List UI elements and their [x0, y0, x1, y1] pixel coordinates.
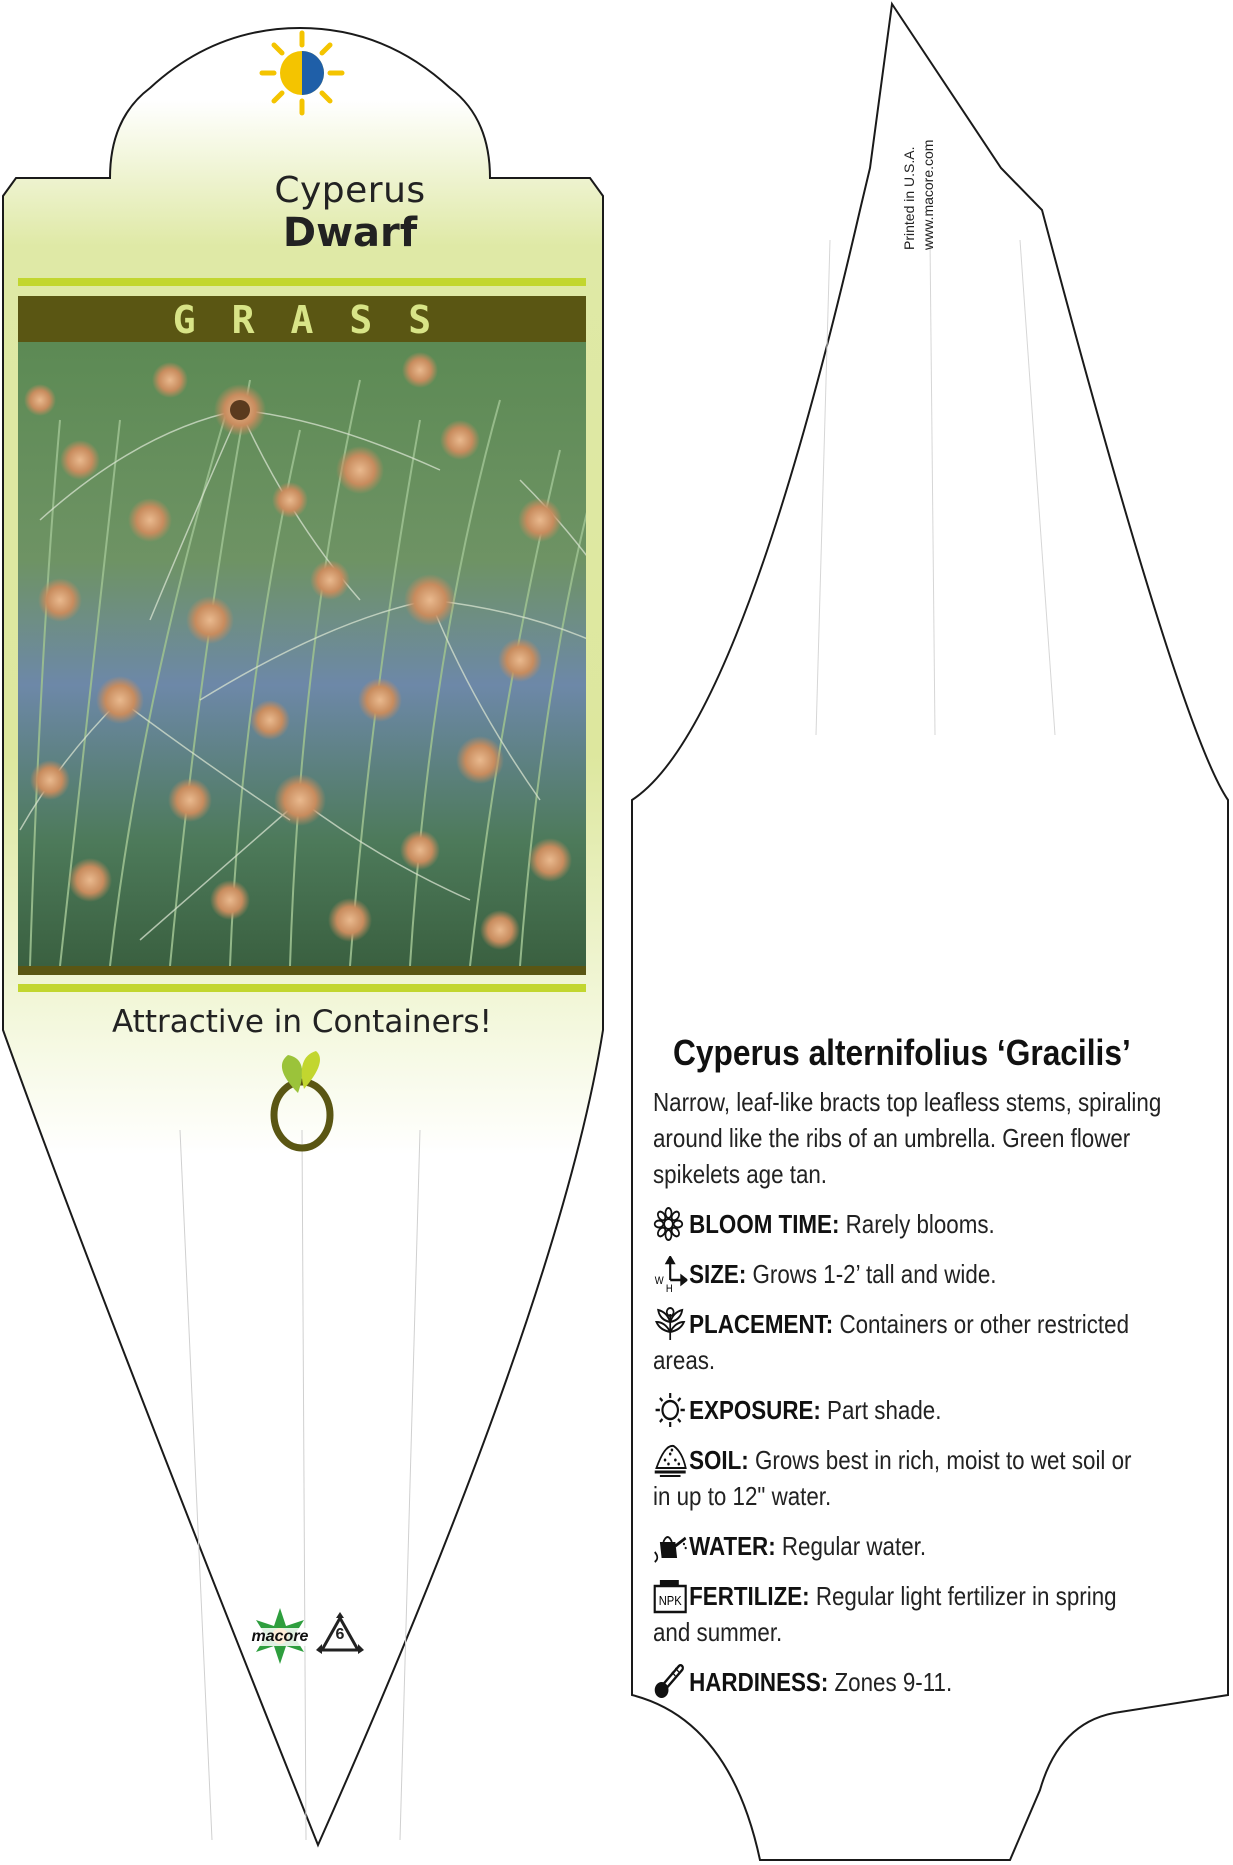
- grass-photo: [18, 342, 590, 966]
- attribute-value: Part shade.: [827, 1395, 942, 1425]
- plant-description: Narrow, leaf-like bracts top leafless stems, spiraling around like the ribs of an umbrella. Green flower spikelets age tan.: [653, 1087, 1162, 1189]
- placement-icon: [653, 1306, 689, 1342]
- plant-category: GRASS: [172, 298, 468, 342]
- sun-icon: [653, 1392, 689, 1428]
- recycle-number: 6: [335, 1626, 345, 1643]
- size-icon-h: H: [665, 1283, 673, 1292]
- care-info: [653, 1032, 1213, 1714]
- printed-line-1: Printed in U.S.A.: [901, 146, 917, 250]
- attribute-label: SOIL:: [689, 1445, 749, 1475]
- attribute-fertilize: [653, 1578, 1152, 1650]
- printed-info: [900, 100, 940, 250]
- plant-genus: Cyperus: [274, 170, 426, 211]
- flower-icon: [653, 1206, 689, 1242]
- soil-icon: [653, 1442, 689, 1478]
- attribute-label: SIZE:: [689, 1259, 747, 1289]
- attribute-value: Rarely blooms.: [845, 1209, 995, 1239]
- attribute-label: BLOOM TIME:: [689, 1209, 840, 1239]
- plant-tagline: Attractive in Containers!: [112, 1004, 492, 1040]
- size-icon-w: W: [654, 1275, 664, 1288]
- attribute-label: FERTILIZE:: [689, 1581, 810, 1611]
- attribute-label: WATER:: [689, 1531, 776, 1561]
- attribute-value: Regular water.: [781, 1531, 927, 1561]
- attribute-value: Grows 1-2’ tall and wide.: [752, 1259, 997, 1289]
- size-icon: [653, 1256, 689, 1292]
- brand-label: macore: [245, 1628, 315, 1646]
- attribute-value: Grows best in rich, moist to wet soil or in up to 12" water.: [653, 1445, 1132, 1511]
- printed-line-2: www.macore.com: [920, 139, 936, 250]
- plant-cultivar: Dwarf: [282, 210, 418, 256]
- attribute-hardiness: [653, 1664, 1152, 1700]
- attribute-value: Containers or other restricted areas.: [653, 1309, 1130, 1375]
- watering-can-icon: [653, 1528, 689, 1564]
- sun-shade-icon: [262, 33, 342, 113]
- thermometer-icon: [653, 1664, 689, 1700]
- attribute-bloom-time: [653, 1206, 1152, 1242]
- attribute-soil: [653, 1442, 1152, 1514]
- attribute-exposure: [653, 1392, 1152, 1428]
- attribute-value: Regular light fertilizer in spring and summer.: [653, 1581, 1117, 1647]
- attribute-placement: [653, 1306, 1152, 1378]
- attribute-label: HARDINESS:: [689, 1667, 829, 1697]
- attribute-label: PLACEMENT:: [689, 1309, 834, 1339]
- attribute-label: EXPOSURE:: [689, 1395, 821, 1425]
- attribute-water: [653, 1528, 1152, 1564]
- botanical-name: Cyperus alternifolius ‘Gracilis’: [673, 1032, 1131, 1073]
- attribute-size: [653, 1256, 1152, 1292]
- attribute-value: Zones 9-11.: [834, 1667, 953, 1697]
- npk-text: NPK: [658, 1593, 682, 1609]
- fertilizer-icon: [653, 1578, 689, 1614]
